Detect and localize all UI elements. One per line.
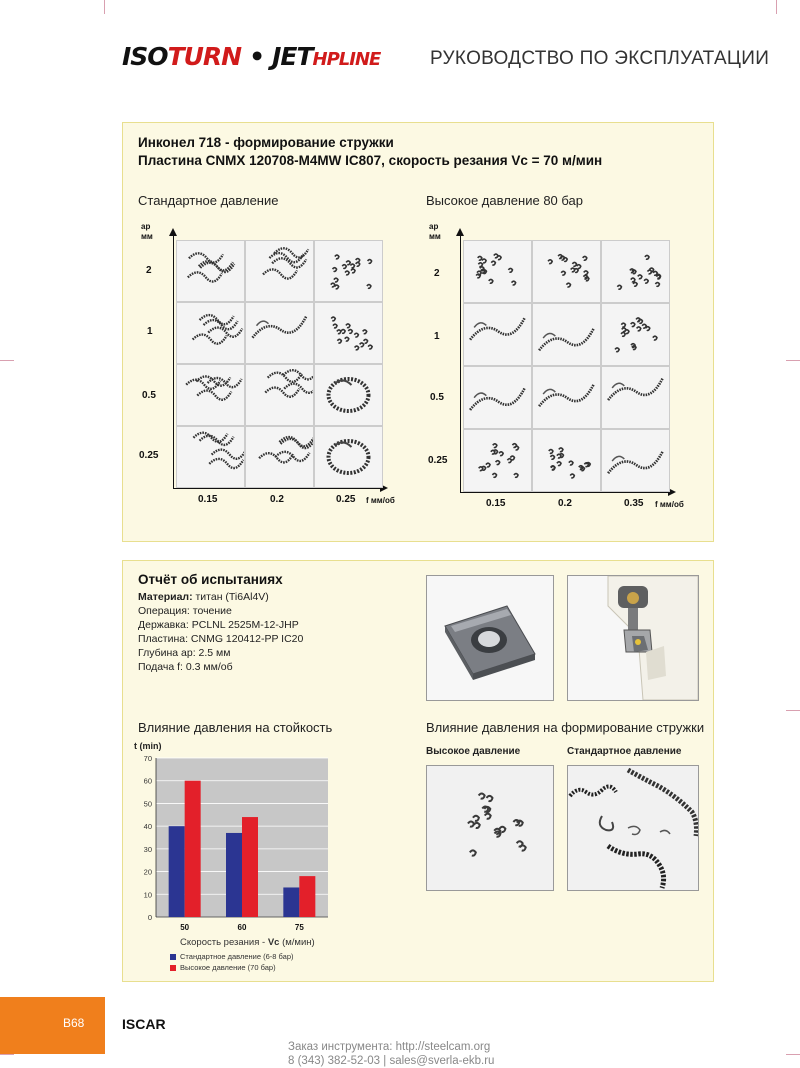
chip-photo-cell: [245, 302, 314, 364]
y-tick-label: 50: [143, 799, 152, 809]
bar: [242, 817, 258, 917]
crop-mark: [0, 360, 14, 361]
chip-photo-cell: [463, 366, 532, 429]
bar: [226, 833, 242, 917]
y-tick-label: 60: [143, 776, 152, 786]
legend-high: Высокое давление (70 бар): [170, 963, 276, 972]
insert-photo: [426, 575, 554, 701]
y-tick-label: 0: [147, 913, 152, 922]
x-tick: 0.25: [336, 494, 356, 505]
legend-standard: Стандартное давление (6-8 бар): [170, 952, 294, 961]
chip-photo-cell: [463, 429, 532, 492]
y-tick-label: 30: [143, 844, 152, 854]
high-pressure-chips-photo: [426, 765, 554, 891]
chip-photo-cell: [532, 303, 601, 366]
operation-line: Операция: точение: [138, 605, 232, 617]
y-axis-label: ар мм: [141, 222, 153, 241]
y-tick-label: 70: [143, 754, 152, 763]
contact-info[interactable]: 8 (343) 382-52-03 | sales@sverla-ekb.ru: [288, 1055, 495, 1067]
chart-y-label: t (min): [134, 741, 162, 751]
test-report-title: Отчёт об испытаниях: [138, 572, 283, 587]
x-tick-label: 50: [180, 923, 190, 932]
feed-line: Подача f: 0.3 мм/об: [138, 661, 233, 673]
tool-holder-photo: [567, 575, 699, 701]
y-axis-label: ар мм: [429, 222, 441, 241]
chip-panel-subtitle: Пластина CNMX 120708-M4MW IC807, скорость резания Vc = 70 м/мин: [138, 153, 603, 168]
company-name: ISCAR: [122, 1016, 166, 1032]
tool-life-label: Влияние давления на стойкость: [138, 720, 333, 735]
y-tick: 1: [147, 326, 153, 337]
chip-photo-cell: [314, 364, 383, 426]
chip-photo-cell: [245, 364, 314, 426]
chip-photo-cell: [245, 240, 314, 302]
bar: [169, 826, 185, 917]
page-number: B68: [63, 1016, 85, 1030]
standard-pressure-label: Стандартное давление: [138, 193, 279, 208]
crop-mark: [104, 0, 105, 14]
y-tick: 0.5: [142, 390, 156, 401]
x-axis-label: f мм/об: [366, 496, 395, 505]
bar: [299, 876, 315, 917]
standard-pressure-chips-photo: [567, 765, 699, 891]
y-tick: 1: [434, 331, 440, 342]
x-tick: 0.35: [624, 498, 644, 509]
chip-photo-cell: [601, 303, 670, 366]
y-tick-label: 20: [143, 867, 152, 877]
chip-influence-label: Влияние давления на формирование стружки: [426, 720, 705, 735]
x-tick-label: 60: [237, 923, 247, 932]
chip-photo-cell: [314, 240, 383, 302]
x-tick-label: 75: [294, 923, 304, 932]
y-tick-label: 40: [143, 822, 152, 832]
material-line: Материал: титан (Ti6Al4V): [138, 591, 269, 603]
brand-logo: ISOTURN • JETHPLINE: [122, 42, 381, 71]
chip-photo-cell: [176, 426, 245, 488]
insert-line: Пластина: CNMG 120412-PP IC20: [138, 633, 304, 645]
bar: [283, 887, 299, 917]
holder-line: Державка: PCLNL 2525M-12-JHP: [138, 619, 299, 631]
chip-photo-cell: [601, 429, 670, 492]
bar: [185, 781, 201, 917]
chip-photo-cell: [245, 426, 314, 488]
chip-photo-cell: [532, 240, 601, 303]
standard-pressure-caption: Стандартное давление: [567, 746, 682, 757]
depth-line: Глубина ар: 2.5 мм: [138, 647, 231, 659]
x-tick: 0.15: [198, 494, 218, 505]
chip-photo-cell: [601, 366, 670, 429]
chip-photo-cell: [176, 240, 245, 302]
chip-photo-cell: [532, 429, 601, 492]
chip-photo-cell: [463, 303, 532, 366]
chip-photo-cell: [601, 240, 670, 303]
x-axis-label: f мм/об: [655, 500, 684, 509]
x-tick: 0.2: [270, 494, 284, 505]
y-tick: 2: [146, 265, 152, 276]
crop-mark: [786, 360, 800, 361]
crop-mark: [776, 0, 777, 14]
chip-photo-cell: [532, 366, 601, 429]
high-pressure-caption: Высокое давление: [426, 746, 521, 757]
crop-mark: [0, 1054, 14, 1055]
chip-photo-cell: [463, 240, 532, 303]
crop-mark: [786, 1054, 800, 1055]
page-tab: [0, 997, 105, 1054]
bar-chart-svg: [130, 750, 340, 940]
y-tick-label: 10: [143, 890, 152, 900]
high-pressure-label: Высокое давление 80 бар: [426, 193, 583, 208]
y-tick: 0.25: [139, 450, 159, 461]
y-tick: 2: [434, 268, 440, 279]
chip-photo-cell: [176, 302, 245, 364]
y-tick: 0.25: [428, 455, 448, 466]
chip-photo-cell: [176, 364, 245, 426]
chip-photo-cell: [314, 426, 383, 488]
y-tick: 0.5: [430, 392, 444, 403]
chart-x-label: Скорость резания - Vc (м/мин): [180, 937, 315, 948]
manual-title: РУКОВОДСТВО ПО ЭКСПЛУАТАЦИИ: [430, 48, 770, 69]
chip-photo-cell: [314, 302, 383, 364]
order-link[interactable]: Заказ инструмента: http://steelcam.org: [288, 1041, 491, 1053]
x-tick: 0.15: [486, 498, 506, 509]
x-tick: 0.2: [558, 498, 572, 509]
chip-panel-title: Инконел 718 - формирование стружки: [138, 135, 394, 150]
crop-mark: [786, 710, 800, 711]
